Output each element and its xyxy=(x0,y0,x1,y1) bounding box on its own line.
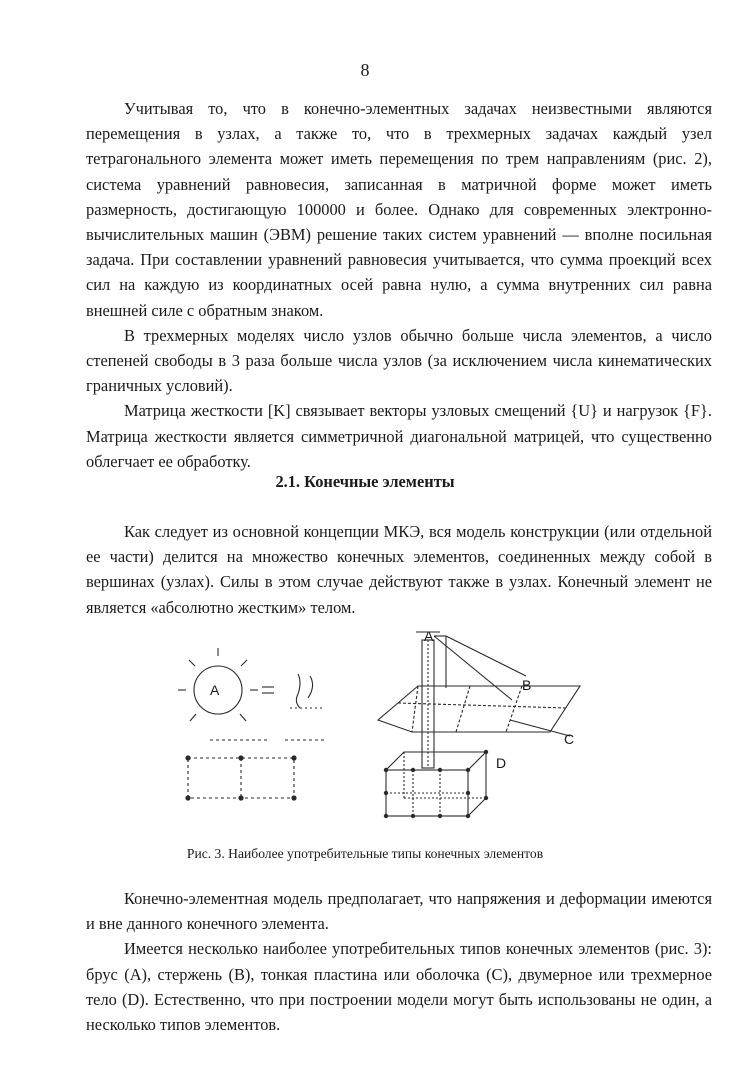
text-block-intro xyxy=(86,96,712,474)
label-d: D xyxy=(496,755,507,771)
text-block-section xyxy=(86,519,712,620)
label-b: B xyxy=(522,677,532,693)
paragraph: Матрица жесткости [K] связывает векторы узловых смещений {U} и нагрузок {F}. Матрица жесткости является симметричной диагональной матрицей, что существенно облегчает ее обработку. xyxy=(86,401,712,471)
plate-element-sketch xyxy=(378,686,580,736)
label-a: A xyxy=(424,628,434,644)
label-c: C xyxy=(564,731,575,747)
figure-caption: Рис. 3. Наиболее употребительные типы конечных элементов xyxy=(186,846,544,861)
text-block-types xyxy=(86,886,712,1037)
circle-element-sketch xyxy=(178,648,322,721)
paragraph: Конечно-элементная модель предполагает, что напряжения и деформации имеются и вне данного конечного элемента. xyxy=(86,889,712,934)
finite-elements-drawing xyxy=(150,628,600,833)
solid-nodes xyxy=(384,750,488,818)
rod-element-sketch xyxy=(434,636,526,700)
paragraph: Как следует из основной концепции МКЭ, вся модель конструкции (или отдельной ее части) делится на множество конечных элементов, соединенных между собой в вершинах (узлах). Силы в этом случае действуют также в узлах. Конечный элемент не является «абсолютно жестким» телом. xyxy=(86,522,712,617)
rectangle-element-sketch xyxy=(188,740,325,798)
solid-element-sketch xyxy=(386,752,486,816)
label-a-circle: A xyxy=(210,682,220,698)
paragraph: Имеется несколько наиболее употребительных типов конечных элементов (рис. 3): брус (A), стержень (B), тонкая пластина или оболочка (C), двумерное или трехмерное тело (D). Естественно, что при построении модели могут быть использованы не один, а несколько типов элементов. xyxy=(86,939,712,1035)
section-heading: 2.1. Конечные элементы xyxy=(275,472,455,491)
figure-finite-elements xyxy=(150,628,600,833)
beam-element-sketch xyxy=(416,632,440,768)
paragraph: В трехмерных моделях число узлов обычно больше числа элементов, а число степеней свободы в 3 раза больше числа узлов (за исключением числа кинематических граничных условий). xyxy=(86,325,712,396)
page-number: 8 xyxy=(360,60,370,80)
paragraph: Учитывая то, что в конечно-элементных задачах неизвестными являются перемещения в узлах, а также то, что в трехмерных задачах каждый узел тетрагонального элемента может иметь перемещения по трем направлениям (рис. 2), система уравнений равновесия, записанная в матричной форме может иметь размерность, достигающую 100000 и более. Однако для современных электронно-вычислительных машин (ЭВМ) решение таких систем уравнений — вполне посильная задача. При составлении уравнений равновесия учитывается, что сумма проекций всех сил на каждую из координатных осей равна нулю, а сумма внутренних сил равна внешней силе с обратным знаком. xyxy=(86,99,712,320)
